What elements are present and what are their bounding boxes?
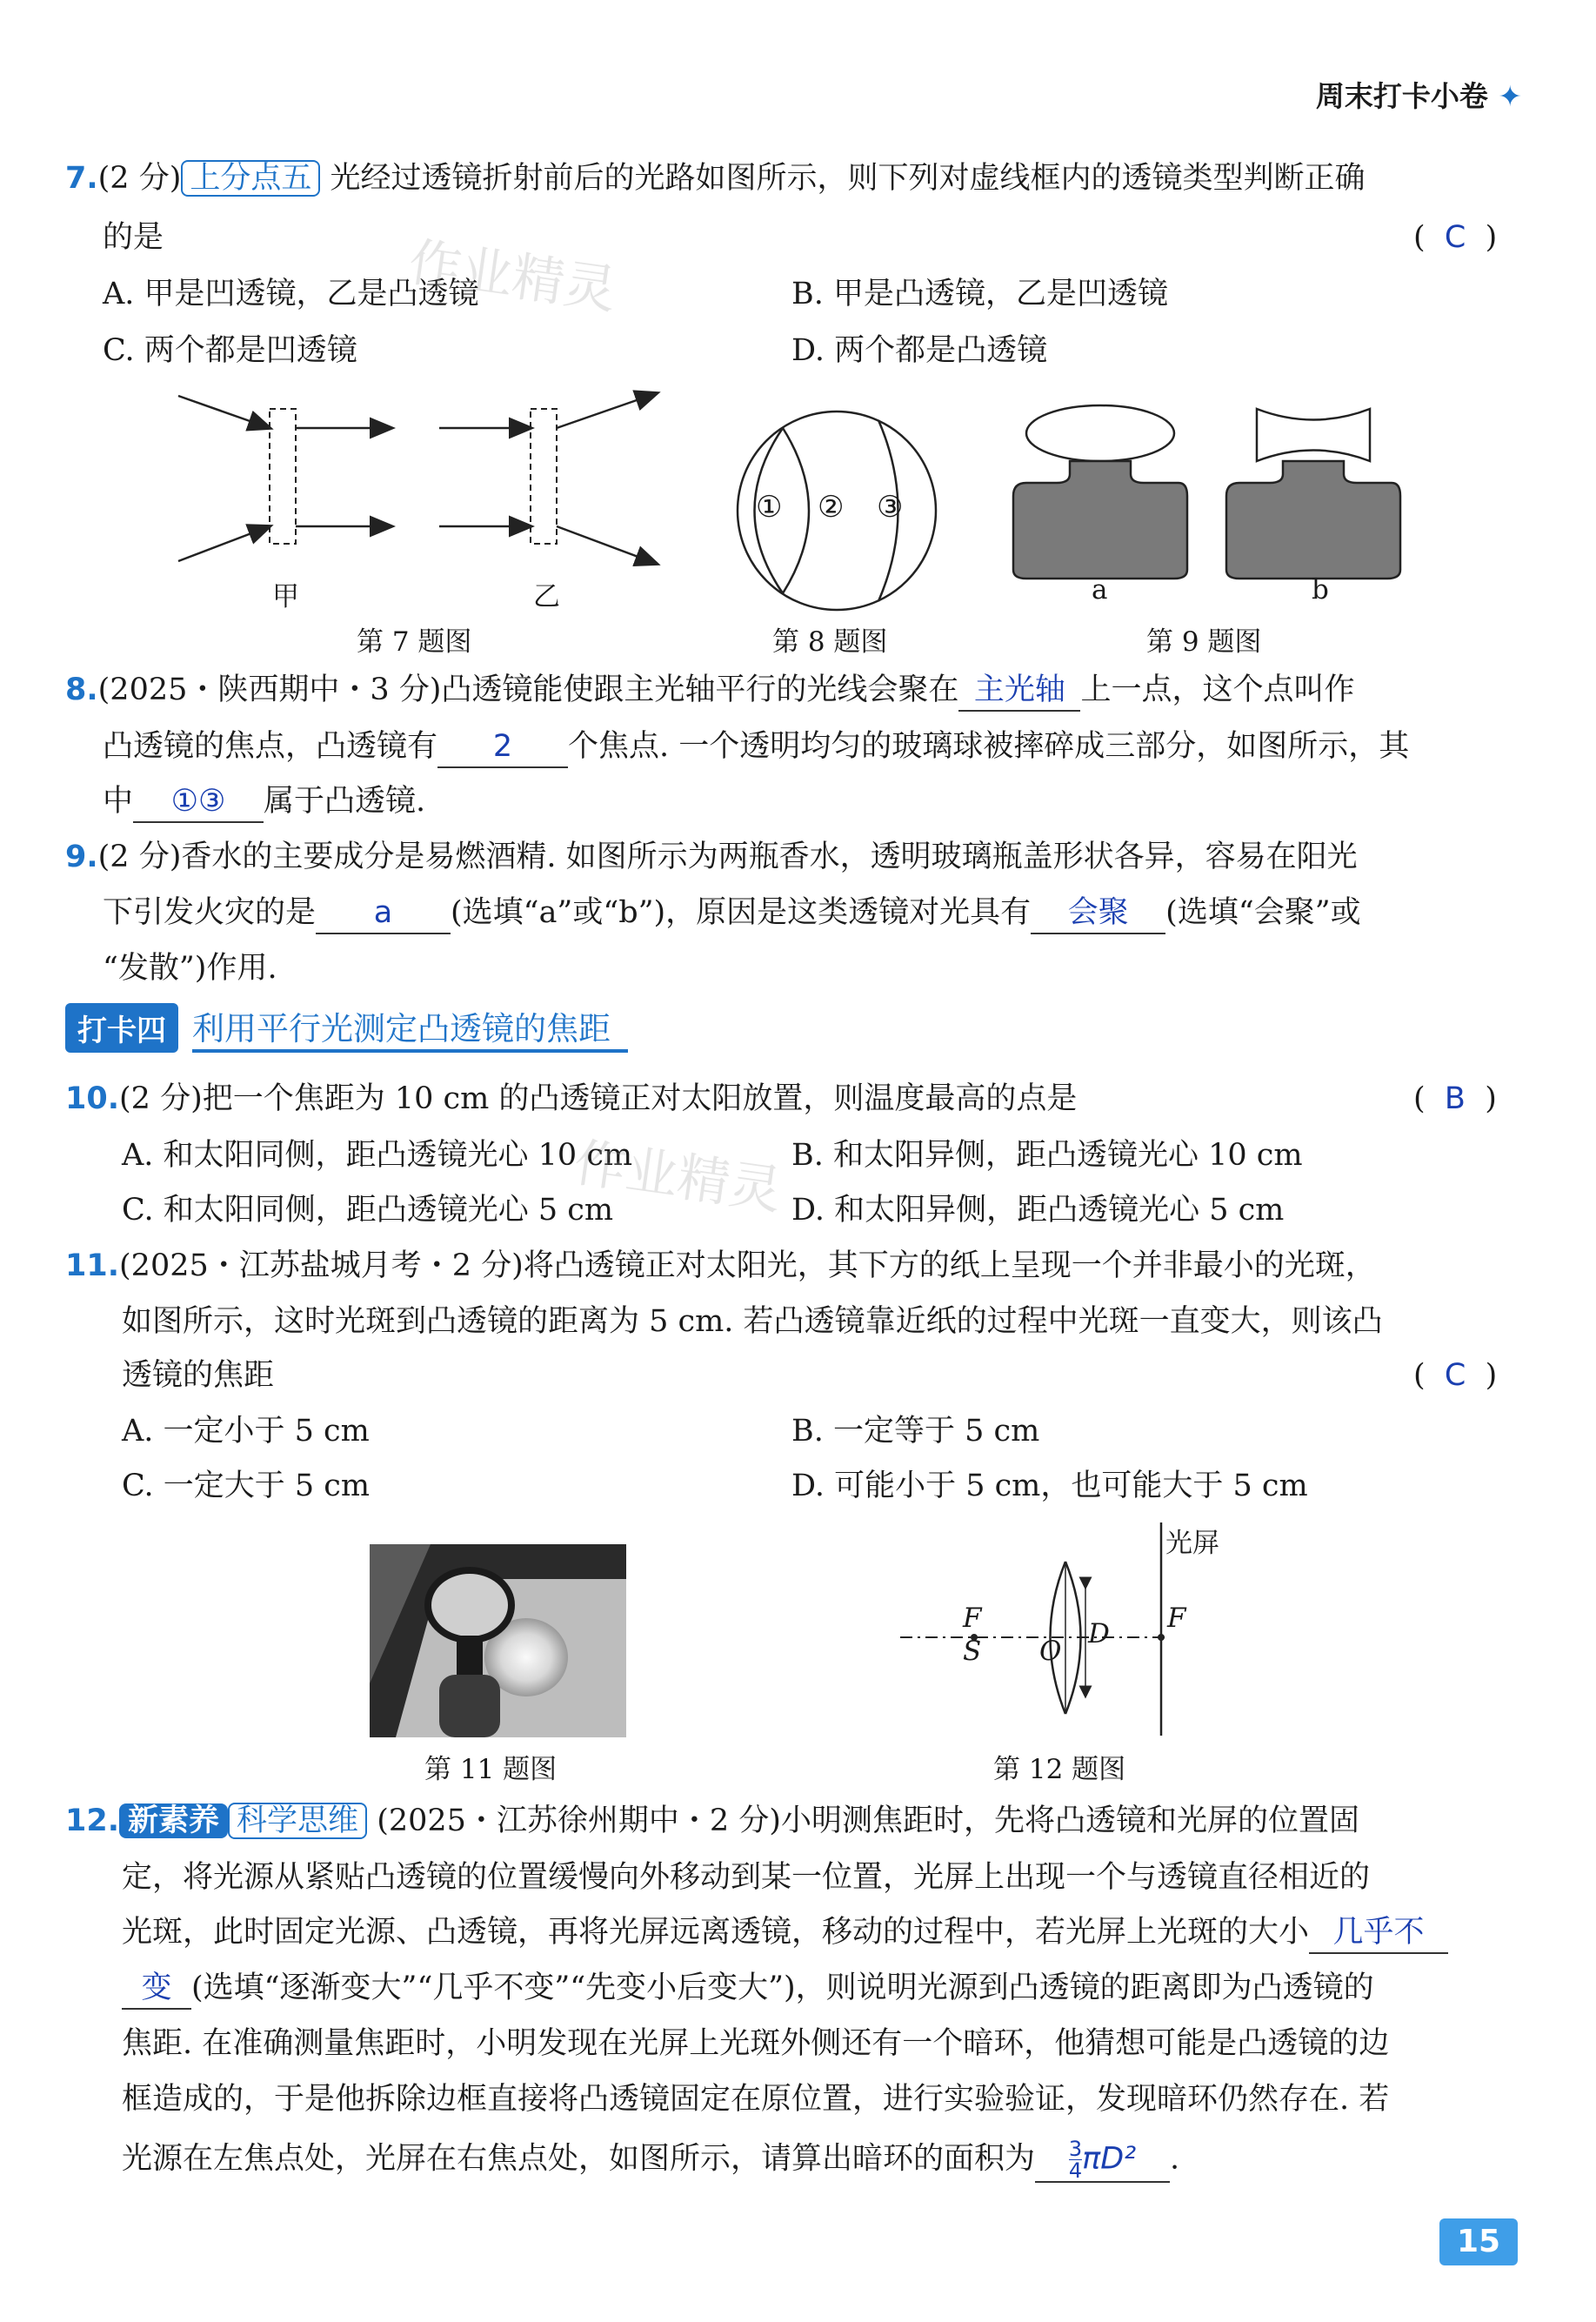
figure-7-label-b: 乙: [533, 581, 560, 612]
page-number: 15: [1439, 2218, 1518, 2265]
figure-12-focus-left: F: [963, 1603, 982, 1634]
q12-badge: 新素养: [119, 1803, 228, 1838]
q8-line3: [103, 781, 425, 823]
q9-blank-1: a: [316, 893, 451, 934]
q10-answer-paren: [1413, 1079, 1497, 1119]
figure-9-label-b: b: [1312, 574, 1329, 606]
q8-text2b: 个焦点. 一个透明均匀的玻璃球被摔碎成三部分，如图所示，其: [568, 729, 1410, 764]
q10-option-d: D. 和太阳异侧，距凸透镜光心 5 cm: [791, 1193, 1285, 1228]
figure-9-diagram: [1000, 400, 1452, 583]
section-4-header: [65, 1003, 628, 1052]
q11-option-b: B. 一定等于 5 cm: [791, 1414, 1040, 1449]
figure-12-focus-right: F: [1167, 1603, 1186, 1634]
q11-option-c: C. 一定大于 5 cm: [122, 1469, 371, 1503]
paren-open: (: [1413, 220, 1426, 255]
q12-line3: [122, 1912, 1448, 1954]
q11-text1: (2025・江苏盐城月考・2 分)将凸透镜正对太阳光，其下方的纸上呈现一个并非最小的光斑，: [119, 1248, 1376, 1283]
q9-blank-2: 会聚: [1031, 893, 1165, 934]
q7-score: (2 分): [97, 161, 182, 196]
q10-answer: B: [1444, 1081, 1466, 1116]
convex-cap-icon: [1026, 405, 1174, 461]
q12-blank-1a: 几乎不: [1309, 1912, 1448, 1954]
q9-line1: [65, 837, 1358, 877]
figure-8-region-2: ②: [818, 490, 845, 525]
q12-tag: 科学思维: [228, 1803, 367, 1839]
section-4-badge: 打卡四: [65, 1003, 178, 1053]
q12-text1: (2025・江苏徐州期中・2 分)小明测焦距时，先将凸透镜和光屏的位置固: [377, 1803, 1359, 1838]
q9-number: 9.: [65, 840, 98, 874]
q12-text3a: 光斑，此时固定光源、凸透镜，再将光屏远离透镜，移动的过程中，若光屏上光斑的大小: [122, 1915, 1310, 1950]
q12-line6: 框造成的，于是他拆除边框直接将凸透镜固定在原位置，进行实验验证，发现暗环仍然存在. 若: [122, 2082, 1390, 2117]
q9-line2: [103, 893, 1361, 934]
figure-9-label-a: a: [1092, 574, 1108, 606]
q7-text1: 光经过透镜折射前后的光路如图所示，则下列对虚线框内的透镜类型判断正确: [330, 161, 1366, 196]
q12-text7a: 光源在左焦点处，光屏在右焦点处，如图所示，请算出暗环的面积为: [122, 2141, 1036, 2177]
q11-line1: [65, 1246, 1376, 1286]
q12-answer-denominator: 4: [1068, 2158, 1083, 2183]
q8-text1a: (2025・陕西期中・3 分)凸透镜能使跟主光轴平行的光线会聚在: [97, 673, 959, 707]
figure-8-region-3: ③: [877, 490, 904, 525]
paren-open: (: [1413, 1358, 1426, 1393]
figure-12-diameter-d: D: [1088, 1618, 1110, 1649]
q7-line2: 的是: [103, 220, 164, 255]
q8-blank-1: 主光轴: [958, 670, 1080, 712]
q7-answer: C: [1444, 220, 1466, 255]
figure-9-caption: 第 9 题图: [1146, 626, 1262, 658]
q12-text4: (选填“逐渐变大”“几乎不变”“先变小后变大”)，则说明光源到凸透镜的距离即为凸透镜的: [191, 1971, 1374, 2005]
q8-number: 8.: [65, 673, 98, 707]
q7-option-c: C. 两个都是凹透镜: [103, 333, 357, 368]
q11-line3: 透镜的焦距: [122, 1358, 275, 1393]
q7-option-d: D. 两个都是凸透镜: [791, 333, 1048, 368]
lens-box-b: [531, 409, 557, 544]
header-title-text: 周末打卡小卷: [1315, 79, 1488, 113]
q12-line7: [122, 2138, 1179, 2183]
figure-12-center-o: O: [1039, 1636, 1062, 1667]
q12-answer-tail: πD²: [1082, 2141, 1137, 2177]
figure-12-caption: 第 12 题图: [993, 1754, 1126, 1785]
section-4-title: 利用平行光测定凸透镜的焦距: [192, 1002, 628, 1053]
q11-answer-paren: [1413, 1355, 1497, 1395]
figure-7-label-a: 甲: [272, 581, 299, 612]
q11-option-a: A. 一定小于 5 cm: [122, 1414, 370, 1449]
concave-cap-icon: [1257, 409, 1370, 461]
paren-close: ): [1485, 1358, 1498, 1393]
q9-text2c: (选填“会聚”或: [1165, 895, 1361, 930]
figure-12-source-s: S: [963, 1636, 982, 1667]
q10-text1: (2 分)把一个焦距为 10 cm 的凸透镜正对太阳放置，则温度最高的点是: [119, 1081, 1078, 1116]
q12-line4: [122, 1968, 1374, 2010]
q12-line5: 焦距. 在准确测量焦距时，小明发现在光屏上光斑外侧还有一个暗环，他猜想可能是凸透镜的边: [122, 2026, 1390, 2061]
q11-option-d: D. 可能小于 5 cm，也可能大于 5 cm: [791, 1469, 1308, 1503]
q10-option-a: A. 和太阳同侧，距凸透镜光心 10 cm: [122, 1138, 633, 1173]
magnifier-icon: [428, 1570, 511, 1640]
q12-line1: [65, 1801, 1359, 1841]
figure-11-caption: 第 11 题图: [424, 1754, 558, 1785]
q9-line3: “发散”)作用.: [103, 951, 277, 986]
q8-text3a: 中: [103, 784, 134, 819]
q8-blank-2: 2: [437, 726, 568, 768]
q9-text2a: 下引发火灾的是: [103, 895, 317, 930]
perfume-bottle-a: [1013, 461, 1187, 579]
header-title: [1316, 74, 1522, 115]
q11-line2: 如图所示，这时光斑到凸透镜的距离为 5 cm. 若凸透镜靠近纸的过程中光斑一直变大，则该凸: [122, 1304, 1383, 1339]
figure-8-region-1: ①: [756, 490, 783, 525]
q7-line1: [65, 158, 1366, 198]
q7-option-b: B. 甲是凸透镜，乙是凹透镜: [791, 277, 1168, 311]
q8-line2: [103, 726, 1409, 768]
watermark-1: 作业精灵: [404, 231, 621, 322]
q8-blank-3: ①③: [133, 781, 264, 823]
perfume-bottle-b: [1226, 461, 1400, 579]
q10-option-c: C. 和太阳同侧，距凸透镜光心 5 cm: [122, 1193, 614, 1228]
figure-12-diagram: [896, 1518, 1209, 1740]
q12-answer-numerator: 3: [1068, 2137, 1083, 2161]
q8-text1b: 上一点，这个点叫作: [1080, 673, 1355, 707]
q9-text2b: (选填“a”或“b”)，原因是这类透镜对光具有: [451, 895, 1032, 930]
figure-8-caption: 第 8 题图: [772, 626, 888, 658]
sparkle-icon: ✦: [1498, 79, 1522, 113]
q11-number: 11.: [65, 1248, 120, 1283]
watermark-2: 作业精灵: [570, 1132, 786, 1222]
figure-12-screen-label: 光屏: [1165, 1528, 1219, 1559]
q7-option-a: A. 甲是凹透镜，乙是凸透镜: [103, 277, 479, 311]
q8-line1: [65, 670, 1354, 712]
q12-number: 12.: [65, 1803, 120, 1838]
q8-text3b: 属于凸透镜.: [264, 784, 426, 819]
figure-7-caption: 第 7 题图: [357, 626, 472, 658]
q12-answer-blank: [1035, 2138, 1170, 2183]
q10-number: 10.: [65, 1081, 120, 1116]
q8-text2a: 凸透镜的焦点，凸透镜有: [103, 729, 438, 764]
q11-answer: C: [1444, 1358, 1466, 1393]
paren-close: ): [1485, 1081, 1497, 1116]
q7-answer-paren: [1413, 217, 1497, 258]
q12-line2: 定，将光源从紧贴凸透镜的位置缓慢向外移动到某一位置，光屏上出现一个与透镜直径相近的: [122, 1860, 1371, 1895]
q9-text1: (2 分)香水的主要成分是易燃酒精. 如图所示为两瓶香水，透明玻璃瓶盖形状各异，容易在阳光: [97, 840, 1358, 874]
q7-number: 7.: [65, 161, 98, 196]
lens-box-a: [270, 409, 296, 544]
q12-text7b: .: [1170, 2141, 1180, 2177]
paren-close: ): [1485, 220, 1498, 255]
q7-tag: 上分点五: [181, 160, 320, 197]
figure-7-diagram: [165, 383, 670, 583]
paren-open: (: [1413, 1081, 1426, 1116]
q10-option-b: B. 和太阳异侧，距凸透镜光心 10 cm: [791, 1138, 1303, 1173]
q10-line1: [65, 1079, 1077, 1119]
figure-11-photo: [370, 1544, 626, 1737]
q12-blank-1b: 变: [122, 1968, 191, 2010]
